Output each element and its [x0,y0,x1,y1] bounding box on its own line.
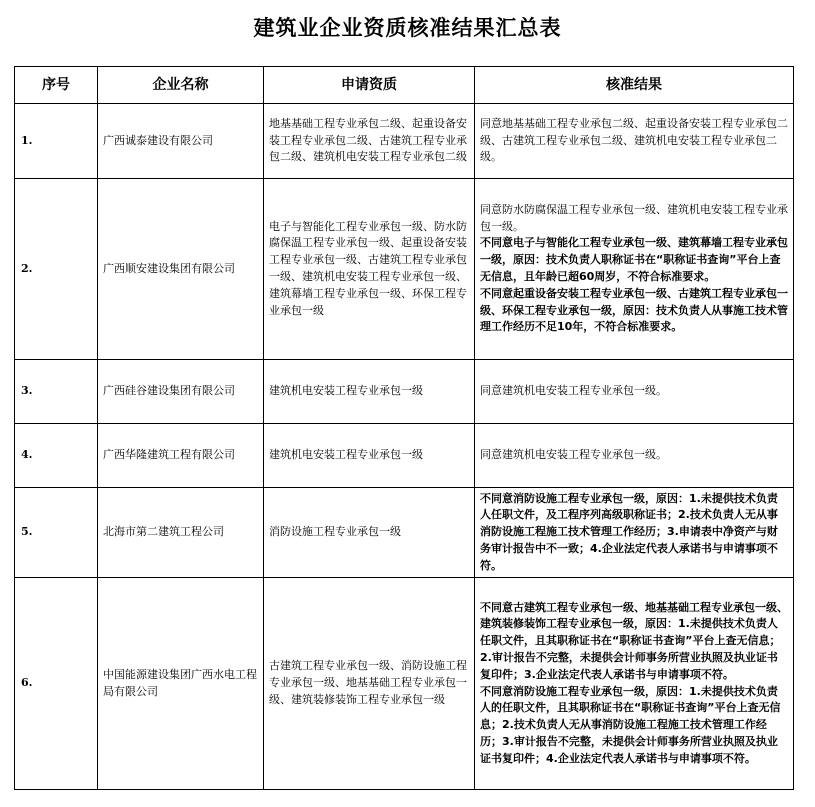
row-company-name: 广西硅谷建设集团有限公司 [98,360,264,424]
table-row [15,360,794,424]
row-qualification: 建筑机电安装工程专业承包一级 [264,360,475,424]
header-result: 核准结果 [475,67,794,104]
table-body [15,104,794,790]
row-company-name: 广西华隆建筑工程有限公司 [98,424,264,488]
header-seq: 序号 [15,67,98,104]
result-paragraph: 不同意古建筑工程专业承包一级、地基基础工程专业承包一级、建筑装修装饰工程专业承包一级，原因：1.未提供技术负责人任职文件，且其职称证书在“职称证书查询”平台上查无信息；2.审计报告不完整，未提供会计师事务所营业执照及执业证书复印件；3.企业法定代表人承诺书与申请事项不符。 [480,600,788,681]
row-qualification: 消防设施工程专业承包一级 [264,488,475,578]
result-paragraph: 同意防水防腐保温工程专业承包一级、建筑机电安装工程专业承包一级。 [480,202,788,233]
row-result [475,104,794,179]
row-seq: 3. [15,360,98,424]
row-result [475,578,794,790]
result-paragraph: 不同意电子与智能化工程专业承包一级、建筑幕墙工程专业承包一级，原因：技术负责人职称证书在“职称证书查询”平台上查无信息，且年龄已超60周岁，不符合标准要求。 [480,236,788,283]
row-result [475,360,794,424]
row-company-name: 中国能源建设集团广西水电工程局有限公司 [98,578,264,790]
row-seq: 2. [15,179,98,360]
header-company-name: 企业名称 [98,67,264,104]
table-row [15,488,794,578]
row-qualification: 古建筑工程专业承包一级、消防设施工程专业承包一级、地基基础工程专业承包一级、建筑装修装饰工程专业承包一级 [264,578,475,790]
row-result [475,424,794,488]
row-qualification: 建筑机电安装工程专业承包一级 [264,424,475,488]
row-qualification: 地基基础工程专业承包二级、起重设备安装工程专业承包二级、古建筑工程专业承包二级、建筑机电安装工程专业承包二级 [264,104,475,179]
table-row [15,424,794,488]
result-paragraph: 同意建筑机电安装工程专业承包一级。 [480,384,667,398]
result-paragraph: 不同意消防设施工程专业承包一级，原因：1.未提供技术负责人的任职文件，且其职称证书在“职称证书查询”平台上查无信息；2.技术负责人无从事消防设施工程施工技术管理工作经历；3.审计报告不完整，未提供会计师事务所营业执照及执业证书复印件；4.企业法定代表人承诺书与申请事项不符。 [480,684,781,765]
table-row [15,104,794,179]
result-paragraph: 同意建筑机电安装工程专业承包一级。 [480,448,667,462]
result-paragraph: 不同意起重设备安装工程专业承包一级、古建筑工程专业承包一级、环保工程专业承包一级，原因：技术负责人从事施工技术管理工作经历不足10年，不符合标准要求。 [480,286,788,334]
approval-results-table [14,66,794,790]
row-result [475,488,794,578]
row-qualification: 电子与智能化工程专业承包一级、防水防腐保温工程专业承包一级、起重设备安装工程专业承包一级、古建筑工程专业承包一级、建筑机电安装工程专业承包一级、建筑幕墙工程专业承包一级、环保工程专业承包一级 [264,179,475,360]
table-row [15,578,794,790]
row-seq: 5. [15,488,98,578]
result-paragraph: 不同意消防设施工程专业承包一级，原因：1.未提供技术负责人任职文件，及工程序列高级职称证书；2.技术负责人无从事消防设施工程施工技术管理工作经历；3.申请表中净资产与财务审计报告中不一致；4.企业法定代表人承诺书与申请事项不符。 [480,491,778,572]
row-company-name: 北海市第二建筑工程公司 [98,488,264,578]
table-header-row [15,67,794,104]
row-seq: 1. [15,104,98,179]
result-paragraph: 同意地基基础工程专业承包二级、起重设备安装工程专业承包二级、古建筑工程专业承包二级、建筑机电安装工程专业承包二级。 [480,116,788,164]
row-result [475,179,794,360]
page-title: 建筑业企业资质核准结果汇总表 [253,16,562,40]
row-seq: 4. [15,424,98,488]
row-seq: 6. [15,578,98,790]
header-qualification: 申请资质 [264,67,475,104]
row-company-name: 广西顺安建设集团有限公司 [98,179,264,360]
table-row [15,179,794,360]
row-company-name: 广西诚泰建设有限公司 [98,104,264,179]
